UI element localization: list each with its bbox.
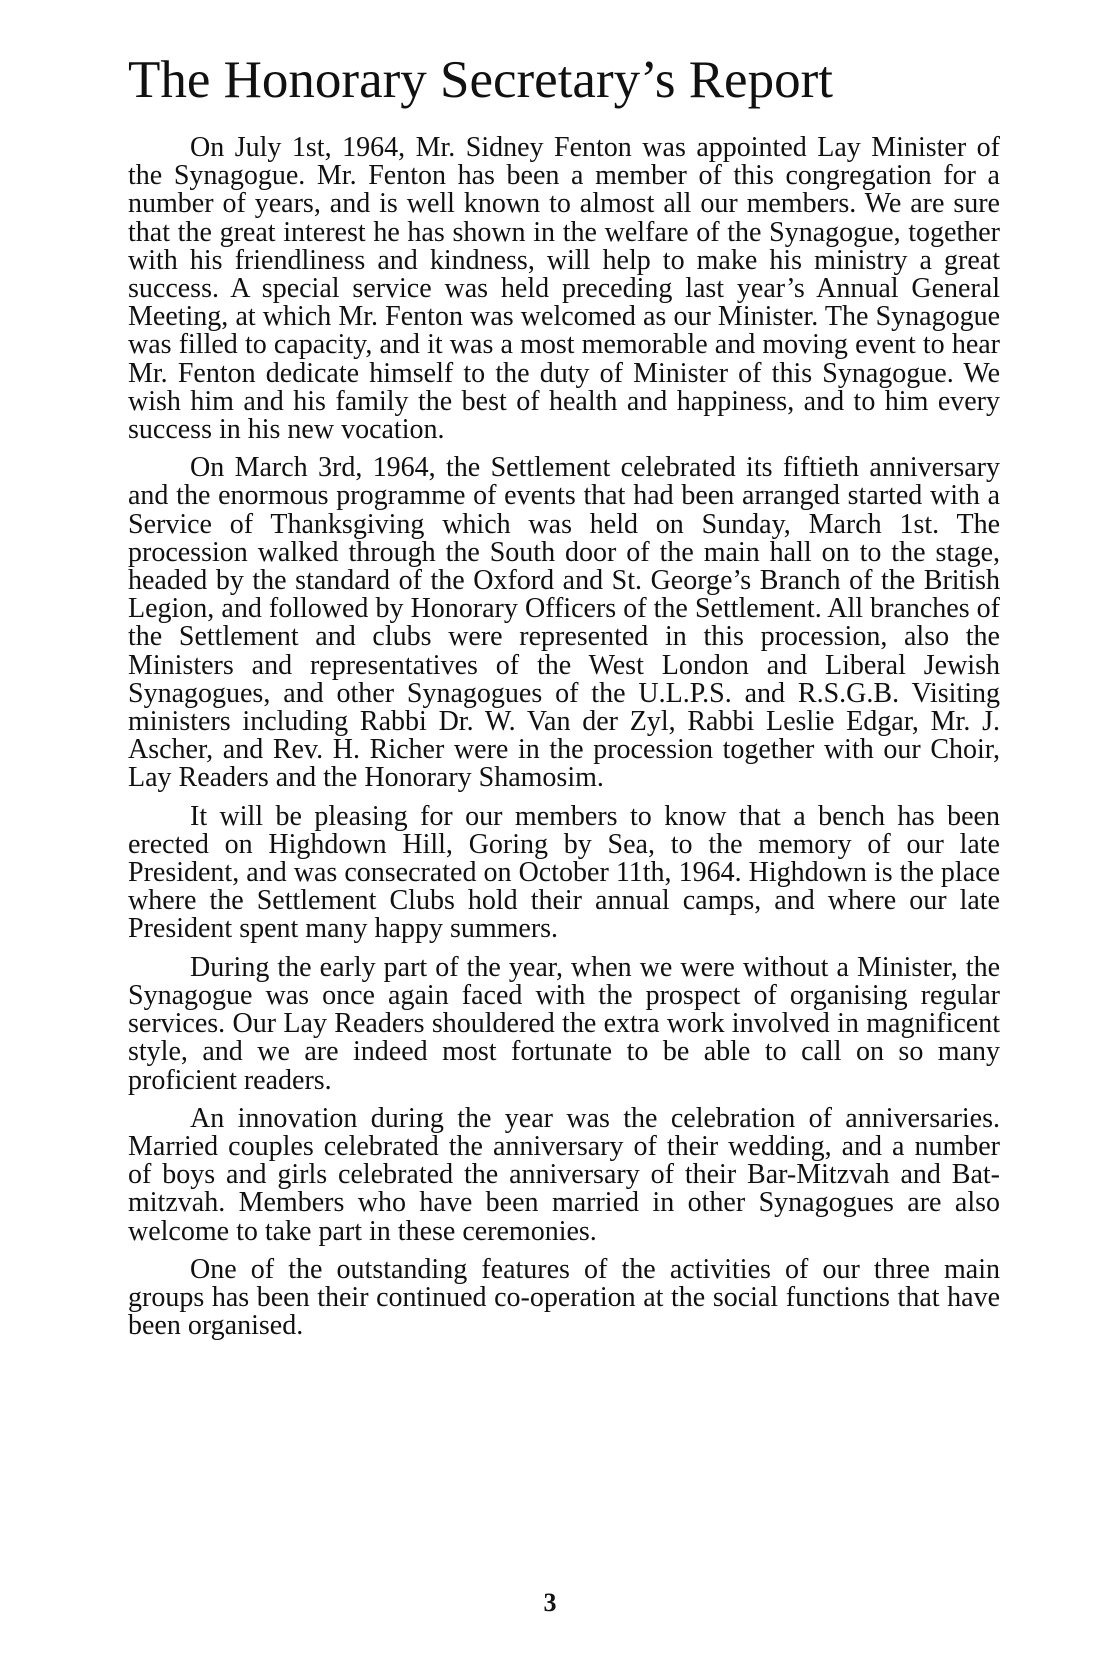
paragraph-lay-minister: On July 1st, 1964, Mr. Sidney Fenton was appointed Lay Minister of the Synagogue. Mr. Fenton has been a member of this congregation for a number of years, and is well known to almost all our members. We are sure that the great interest he has shown in the welfare of the Synagogue, together with his friendliness and kindness, will help to make his ministry a great success. A special service was held preceding last year’s Annual General Meeting, at which Mr. Fenton was welcomed as our Minister. The Synagogue was filled to capacity, and it was a most memorable and moving event to hear Mr. Fenton dedicate himself to the duty of Minister of this Synagogue. We wish him and his family the best of health and happiness, and to him every success in his new vocation.: [128, 132, 1000, 446]
page-number: 3: [543, 1588, 557, 1617]
paragraph-fiftieth-anniversary: On March 3rd, 1964, the Settlement celebrated its fiftieth anniversary and the enormous programme of events that had been arranged started with a Service of Thanksgiving which was held on Sunday, March 1st. The procession walked through the South door of the main hall on to the stage, headed by the standard of the Oxford and St. George’s Branch of the British Legion, and followed by Honorary Officers of the Settlement. All branches of the Settlement and clubs were represented in this procession, also the Ministers and representatives of the West London and Liberal Jewish Synagogues, and other Synagogues of the U.L.P.S. and R.S.G.B. Visiting ministers including Rabbi Dr. W. Van der Zyl, Rabbi Leslie Edgar, Mr. J. Ascher, and Rev. H. Richer were in the procession together with our Choir, Lay Readers and the Honorary Shamosim.: [128, 452, 1000, 794]
paragraph-highdown-bench: It will be pleasing for our members to know that a bench has been erected on Highdown Hill, Goring by Sea, to the memory of our late President, and was consecrated on October 11th, 1964. Highdown is the place where the Settlement Clubs hold their annual camps, and where our late President spent many happy summers.: [128, 800, 1000, 945]
paragraph-social-functions: One of the outstanding features of the activities of our three main groups has been their continued co-operation at the social functions that have been organised.: [128, 1253, 1000, 1342]
paragraph-lay-readers: During the early part of the year, when we were without a Minister, the Synagogue was once again faced with the prospect of organising regular services. Our Lay Readers shouldered the extra work involved in magnificent style, and we are indeed most fortunate to be able to call on so many proficient readers.: [128, 951, 1000, 1096]
paragraph-anniversaries: An innovation during the year was the celebration of anniversaries. Married couples celebrated the anniversary of their wedding, and a number of boys and girls celebrated the anniversary of their Bar-Mitzvah and Bat-mitzvah. Members who have been married in other Synagogues are also welcome to take part in these ceremonies.: [128, 1102, 1000, 1247]
report-title: The Honorary Secretary’s Report: [128, 51, 833, 109]
report-body: [128, 134, 1000, 1340]
